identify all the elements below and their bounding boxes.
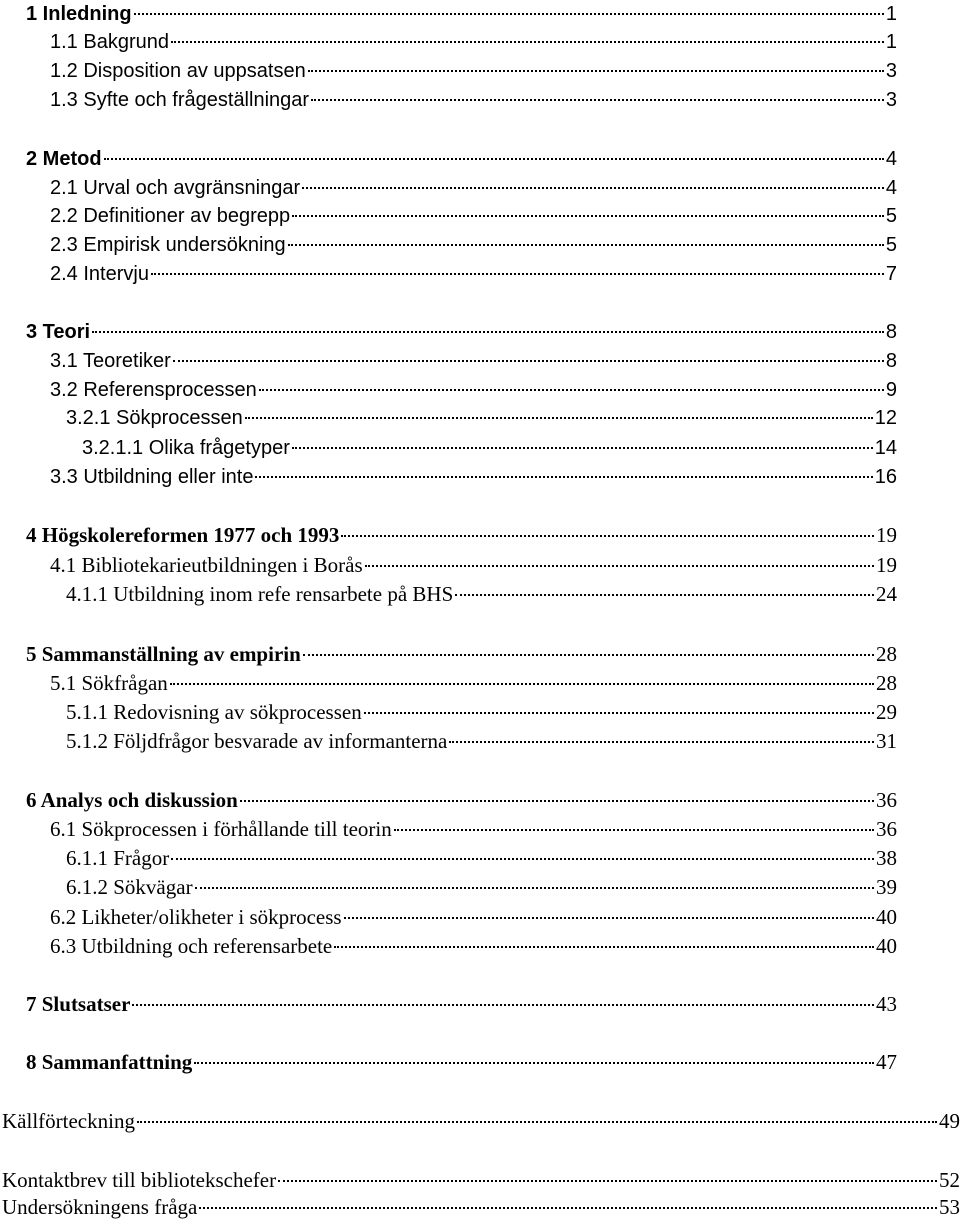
toc-entry-page: 36 [876, 817, 897, 841]
toc-entry-page: 43 [876, 992, 897, 1016]
toc-entry[interactable] [26, 318, 897, 347]
dot-leader [194, 1062, 874, 1064]
dot-leader [171, 41, 884, 43]
toc-entry-title: 5.1 Sökfrågan [50, 671, 168, 695]
toc-entry-page: 9 [885, 379, 897, 401]
toc-entry[interactable] [50, 347, 897, 376]
toc-entry-title: Kontaktbrev till bibliotekschefer [2, 1168, 277, 1192]
toc-entry-page: 14 [874, 437, 897, 459]
toc-entry[interactable] [50, 376, 897, 405]
toc-entry[interactable] [50, 260, 897, 289]
toc-entry-title: 2.1 Urval och avgränsningar [50, 177, 301, 199]
toc-entry-title: 6.3 Utbildning och referensarbete [50, 934, 333, 958]
toc-entry-page: 29 [876, 700, 897, 724]
toc-entry[interactable] [50, 932, 897, 961]
toc-entry-page: 5 [885, 234, 897, 256]
toc-entry[interactable] [82, 434, 897, 463]
dot-leader [170, 683, 874, 685]
toc-entry-page: 19 [876, 523, 897, 547]
toc-entry-title: 3.2.1.1 Olika frågetyper [82, 437, 290, 459]
toc-entry-title: 4 Högskolereformen 1977 och 1993 [26, 523, 340, 547]
toc-entry-title: 6.1 Sökprocessen i förhållande till teorin [50, 817, 392, 841]
toc-entry[interactable] [50, 903, 897, 932]
toc-entry-title: 3 Teori [26, 321, 91, 343]
toc-entry-page: 16 [874, 466, 897, 488]
toc-entry-page: 3 [885, 89, 897, 111]
toc-entry[interactable] [2, 1193, 960, 1222]
dot-leader [394, 829, 874, 831]
dot-leader [151, 273, 884, 275]
toc-entry-page: 5 [885, 205, 897, 227]
toc-entry-page: 1 [885, 3, 897, 25]
dot-leader [92, 331, 884, 333]
dot-leader [449, 741, 874, 743]
dot-leader [341, 535, 874, 537]
toc-entry-page: 53 [939, 1195, 960, 1219]
dot-leader [344, 917, 874, 919]
toc-entry-page: 49 [939, 1109, 960, 1133]
dot-leader [255, 476, 872, 478]
dot-leader [259, 389, 884, 391]
toc-entry-title: 6.2 Likheter/olikheter i sökprocess [50, 905, 342, 929]
toc-entry[interactable] [26, 145, 897, 174]
toc-entry-title: 3.1 Teoretiker [50, 350, 171, 372]
toc-entry-page: 4 [885, 177, 897, 199]
dot-leader [365, 565, 874, 567]
toc-entry[interactable] [66, 698, 897, 727]
dot-leader [137, 1121, 937, 1123]
toc-entry-page: 4 [885, 148, 897, 170]
toc-entry-title: 2 Metod [26, 148, 102, 170]
toc-entry-title: 6 Analys och diskussion [26, 788, 238, 812]
toc-entry[interactable] [66, 873, 897, 902]
toc-entry-title: 1 Inledning [26, 3, 132, 25]
toc-entry-page: 19 [876, 553, 897, 577]
toc-entry[interactable] [66, 404, 897, 433]
dot-leader [240, 800, 874, 802]
toc-entry-page: 8 [885, 350, 897, 372]
toc-entry-title: 6.1.1 Frågor [66, 846, 170, 870]
toc-entry[interactable] [66, 580, 897, 609]
toc-entry[interactable] [50, 174, 897, 203]
dot-leader [104, 158, 884, 160]
toc-entry-page: 31 [876, 729, 897, 753]
toc-entry[interactable] [50, 815, 897, 844]
dot-leader [302, 187, 884, 189]
toc-entry-title: 5 Sammanställning av empirin [26, 642, 301, 666]
toc-entry[interactable] [26, 786, 897, 815]
toc-entry-page: 40 [876, 905, 897, 929]
toc-entry-page: 7 [885, 263, 897, 285]
toc-entry-page: 52 [939, 1168, 960, 1192]
toc-entry[interactable] [50, 551, 897, 580]
toc-entry[interactable] [2, 1166, 960, 1195]
toc-entry-title: 2.3 Empirisk undersökning [50, 234, 286, 256]
toc-entry-title: 2.2 Definitioner av begrepp [50, 205, 291, 227]
toc-entry-title: 4.1 Bibliotekarieutbildningen i Borås [50, 553, 363, 577]
toc-entry-page: 47 [876, 1050, 897, 1074]
toc-entry-page: 39 [876, 875, 897, 899]
toc-entry[interactable] [66, 844, 897, 873]
dot-leader [288, 244, 884, 246]
toc-entry-page: 38 [876, 846, 897, 870]
toc-entry-page: 8 [885, 321, 897, 343]
toc-entry[interactable] [26, 1048, 897, 1077]
toc-entry[interactable] [26, 640, 897, 669]
toc-entry-title: 1.3 Syfte och frågeställningar [50, 89, 310, 111]
toc-entry-title: Undersökningens fråga [2, 1195, 198, 1219]
dot-leader [455, 594, 874, 596]
toc-entry[interactable] [50, 28, 897, 57]
toc-entry[interactable] [50, 669, 897, 698]
toc-entry-title: Källförteckning [2, 1109, 135, 1133]
toc-entry-page: 28 [876, 671, 897, 695]
toc-entry[interactable] [50, 202, 897, 231]
toc-entry-title: 3.2 Referensprocessen [50, 379, 257, 401]
toc-entry-title: 3.3 Utbildning eller inte [50, 466, 254, 488]
toc-entry-page: 1 [885, 31, 897, 53]
toc-entry[interactable] [50, 86, 897, 115]
toc-entry-page: 3 [885, 60, 897, 82]
dot-leader [173, 360, 884, 362]
toc-entry-page: 12 [874, 407, 897, 429]
dot-leader [171, 858, 874, 860]
toc-entry[interactable] [26, 521, 897, 550]
toc-entry-title: 6.1.2 Sökvägar [66, 875, 193, 899]
toc-entry[interactable] [50, 57, 897, 86]
toc-entry-title: 8 Sammanfattning [26, 1050, 193, 1074]
toc-entry-page: 24 [876, 582, 897, 606]
dot-leader [303, 654, 874, 656]
toc-entry[interactable] [26, 0, 897, 29]
dot-leader [134, 13, 884, 15]
toc-entry-title: 4.1.1 Utbildning inom refe rensarbete på BHS [66, 582, 454, 606]
dot-leader [292, 447, 873, 449]
dot-leader [195, 887, 874, 889]
dot-leader [292, 215, 884, 217]
toc-entry-title: 7 Slutsatser [26, 992, 131, 1016]
dot-leader [364, 712, 874, 714]
toc-entry-title: 1.2 Disposition av uppsatsen [50, 60, 306, 82]
dot-leader [308, 70, 884, 72]
toc-entry[interactable] [2, 1107, 960, 1136]
toc-entry[interactable] [50, 463, 897, 492]
dot-leader [311, 99, 884, 101]
toc-entry[interactable] [50, 231, 897, 260]
dot-leader [132, 1004, 874, 1006]
dot-leader [278, 1180, 937, 1182]
toc-entry-title: 3.2.1 Sökprocessen [66, 407, 243, 429]
dot-leader [245, 417, 873, 419]
dot-leader [199, 1207, 937, 1209]
toc-entry-page: 36 [876, 788, 897, 812]
toc-entry-page: 28 [876, 642, 897, 666]
toc-entry-title: 1.1 Bakgrund [50, 31, 169, 53]
toc-entry[interactable] [66, 727, 897, 756]
toc-entry-title: 5.1.2 Följdfrågor besvarade av informanterna [66, 729, 448, 753]
toc-entry-page: 40 [876, 934, 897, 958]
toc-entry-title: 2.4 Intervju [50, 263, 149, 285]
toc-entry[interactable] [26, 990, 897, 1019]
dot-leader [334, 946, 874, 948]
toc-entry-title: 5.1.1 Redovisning av sökprocessen [66, 700, 362, 724]
